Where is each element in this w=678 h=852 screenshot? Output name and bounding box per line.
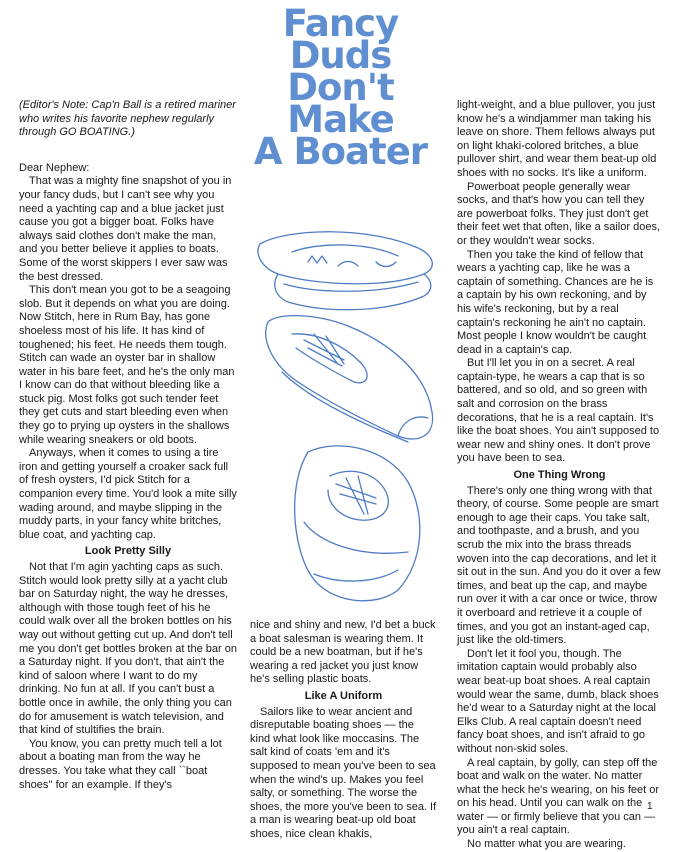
paragraph: There's only one thing wrong with that theory, of course. Some people are smart enough to age their caps. You take salt, and toothpaste, and a brush, and you scrub the mix into the brass threads woven into the cap decorations, and let it sit out in the sun. And you do it over a few times, and beat up the cap, and maybe run over it with a car once or twice, throw it overboard and retrieve it a couple of times, and you got an instant-aged cap, just like the old-timers. — [457, 484, 661, 647]
subheading: Like A Uniform — [304, 689, 383, 702]
paragraph: That was a mighty fine snapshot of you in your fancy duds, but I can't see why you need a yachting cap and a blue jacket just cause you got a bigger boat. Folks have always said clothes don't make the man, and you better believe it applies to boats. Some of the worst skippers I ever saw was the best dressed. — [19, 175, 232, 283]
paragraph: Then you take the kind of fellow that wears a yachting cap, like he was a captain of something. Chances are he is a captain by his own reckoning, and by his wife's reckoning, but by a real captain's reckoning he ain't no captain. Most people I know wouldn't be caught dead in a captain's cap. — [457, 248, 654, 356]
title-line: Don't — [287, 66, 394, 109]
paragraph: A real captain, by golly, can step off the boat and walk on the water. No matter what the heck he's wearing, on his feet or on his head. Until you can walk on the water — or firmly believe that you can — you ain't a real captain. — [457, 756, 660, 837]
paragraph: nice and shiny and new, I'd bet a buck a boat salesman is wearing them. It could be a new boatman, but if he's wearing a red jacket you just know he's selling plastic boats. — [250, 619, 436, 686]
title-line: A Boater — [253, 130, 428, 173]
paragraph: Not that I'm agin yachting caps as such. Stitch would look pretty silly at a yacht club bar on Saturday night, the way he dresses, although with those tough feet of his he could walk over all the broken bottles on his way out without getting cut up. And don't tell me you don't get bottles broken at the bar on a Saturday night. If you don't, that ain't the kind of saloon where I want to do my drinking. No fun at all. If you can't bust a bottle once in awhile, the only thing you can do for amusement is watch television, and that kind of stultifies the brain. — [19, 561, 237, 737]
paragraph: No matter what you are wearing. — [467, 838, 626, 851]
paragraph: Don't let it fool you, though. The imitation captain would probably also wear beat-up boat shoes. A real captain would wear the same, dumb, black shoes he'd wear to a Saturday night at the local Elks Club. A real captain doesn't need fancy boat shoes, and isn't afraid to go without non-skid soles. — [457, 647, 659, 755]
paragraph: This don't mean you got to be a seagoing slob. But it depends on what you are doing. Now Stitch, here in Rum Bay, has gone shoeless most of his life. It has kind of toughened; his feet. He needs them tough. Stitch can wade an oyster bar in shallow water in his bare feet, and he's the only man I know can do that without bleeding like a stuck pig. Most folks got such tender feet they get cuts and start bleeding even when they go to prying up oysters in the shallows while wearing sneakers or old boots. — [19, 284, 235, 446]
article-title — [248, 2, 433, 173]
paragraph: Sailors like to wear ancient and disreputable boating shoes — the kind what look like moccasins. The salt kind of coats 'em and it's supposed to mean you've been to sea when the wind's up. Makes you feel salty, or something. The worse the shoes, the more you've been to sea. If a man is wearing beat-up old boat shoes, nice clean khakis, — [250, 705, 437, 840]
editors-note: (Editor's Note: Cap'n Ball is a retired mariner who writes his favorite nephew regularly through GO BOATING.) — [19, 99, 236, 139]
paragraph: You know, you can pretty much tell a lot about a boating man from the way he dresses. You take what they call ``boat shoes'' for an example. If they's — [19, 737, 222, 791]
title-line: Make — [287, 98, 394, 141]
title-line: Duds — [289, 34, 392, 77]
cap-and-shoes-illustration — [248, 222, 446, 607]
subheading: Look Pretty Silly — [84, 545, 172, 558]
subheading: One Thing Wrong — [513, 469, 606, 482]
salutation: Dear Nephew: — [19, 161, 90, 174]
title-line: Fancy — [282, 2, 399, 45]
column-1 — [19, 99, 237, 792]
paragraph: Anyways, when it comes to using a tire iron and getting yourself a croaker sack full of fresh oysters, I'd pick Stitch for a companion every time. You'd look a mite silly wading around, and maybe slipping in the muddy parts, in your fancy white britches, blue coat, and yachting cap. — [19, 447, 237, 541]
page-number: 1 — [647, 801, 653, 812]
column-2 — [250, 619, 437, 842]
paragraph: light-weight, and a blue pullover, you just know he's a windjammer man taking his leave on shore. Them fellows always put on light khaki-colored britches, a blue pullover shirt, and wear them beat-up old shoes with no socks. It's like a uniform. — [457, 99, 657, 179]
column-3 — [457, 99, 662, 852]
paragraph: But I'll let you in on a secret. A real captain-type, he wears a cap that is so battered, and so old, and so green with salt and corrosion on the brass decorations, that he is a real captain. It's like the boat shoes. You ain't supposed to wear new and shiny ones. It don't prove you have been to sea. — [457, 357, 660, 465]
paragraph: Powerboat people generally wear socks, and that's how you can tell they are powerboat folks. They just don't get their feet wet that often, like a sailor does, or they wouldn't wear socks. — [457, 180, 661, 247]
